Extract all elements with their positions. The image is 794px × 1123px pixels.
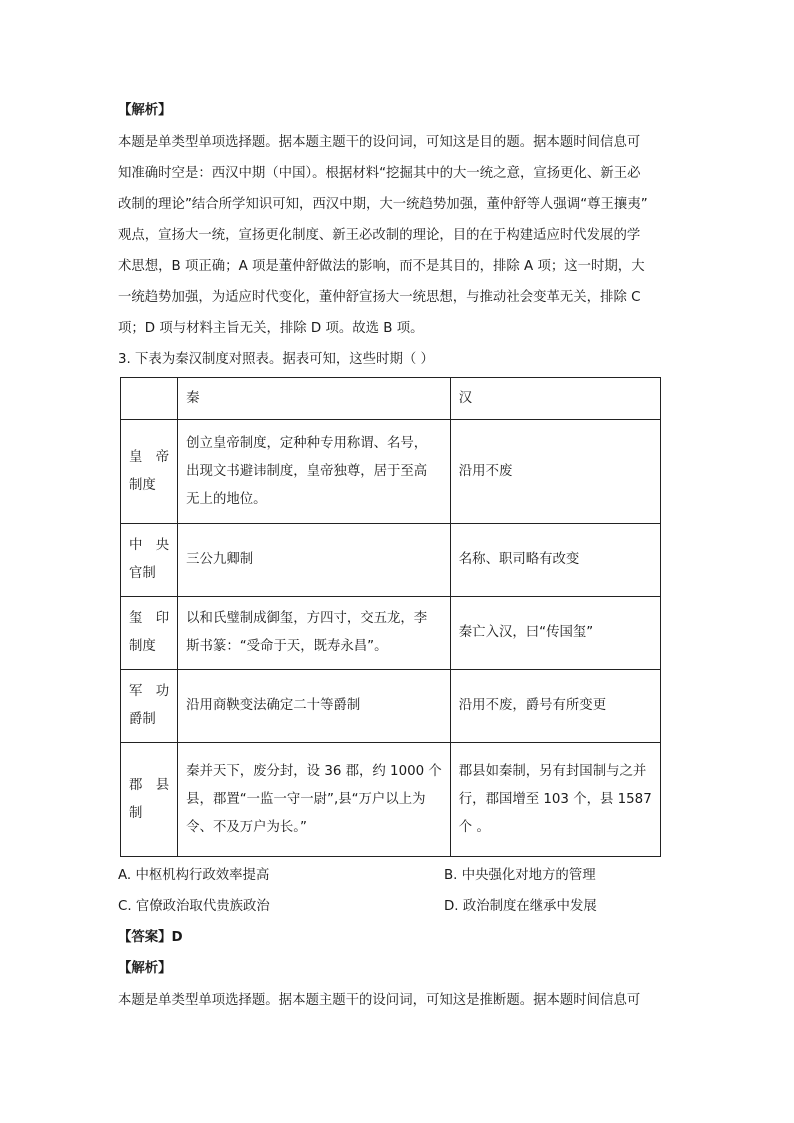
row-label-line: 中 央	[129, 538, 170, 553]
qin-line: 令、不及万户为长。”	[186, 819, 307, 835]
row-label-line: 郡 县	[129, 777, 170, 793]
row-label-line: 皇 帝	[129, 449, 170, 465]
han-cell	[450, 743, 660, 857]
comparison-table	[120, 377, 661, 857]
analysis-line: 项；D 项与材料主旨无关，排除 D 项。故选 B 项。	[118, 321, 424, 336]
han-line: 行，郡国增至 103 个，县 1587	[458, 791, 652, 807]
analysis-heading: 【解析】	[118, 961, 172, 976]
han-cell	[450, 597, 660, 670]
row-label-line: 制度	[129, 477, 156, 493]
header-cell-empty	[121, 378, 178, 420]
table-row	[121, 524, 661, 597]
table-row	[121, 597, 661, 670]
han-line: 沿用不废	[458, 463, 513, 479]
row-label	[121, 597, 178, 670]
qin-cell	[178, 524, 451, 597]
qin-line: 创立皇帝制度，定种种专用称谓、名号，	[186, 435, 428, 451]
question-stem: 3. 下表为秦汉制度对照表。据表可知，这些时期（ ）	[118, 352, 434, 367]
han-line: 沿用不废，爵号有所变更	[458, 698, 607, 713]
qin-cell	[178, 743, 451, 857]
han-cell	[450, 524, 660, 597]
analysis-line: 改制的理论”结合所学知识可知，西汉中期，大一统趋势加强，董仲舒等人强调“尊王攘夷”	[118, 197, 648, 212]
han-cell	[450, 420, 660, 524]
qin-line: 以和氏璧制成御玺，方四寸，交五龙，李	[186, 611, 428, 626]
option-c: C. 官僚政治取代贵族政治	[118, 899, 270, 914]
qin-line: 沿用商鞅变法确定二十等爵制	[186, 698, 361, 713]
row-label-line: 制	[129, 805, 143, 821]
row-label	[121, 524, 178, 597]
qin-line: 三公九卿制	[186, 552, 254, 567]
table-header-row	[121, 378, 661, 420]
table-row	[121, 743, 661, 857]
analysis-line: 本题是单类型单项选择题。据本题主题干的设问词，可知这是推断题。据本题时间信息可	[118, 993, 641, 1008]
han-cell	[450, 670, 660, 743]
han-line: 个 。	[458, 819, 490, 835]
table-row	[121, 670, 661, 743]
analysis-line: 术思想，B 项正确；A 项是董仲舒做法的影响，而不是其目的，排除 A 项；这一时期，大	[118, 259, 645, 274]
row-label-line: 爵制	[129, 712, 156, 727]
qin-cell	[178, 670, 451, 743]
option-b: B. 中央强化对地方的管理	[444, 868, 596, 883]
row-label-line: 官制	[129, 566, 156, 581]
analysis-line: 本题是单类型单项选择题。据本题主题干的设问词，可知这是目的题。据本题时间信息可	[118, 135, 641, 150]
option-d: D. 政治制度在继承中发展	[444, 899, 597, 914]
qin-line: 县，郡置“一监一守一尉”,县“万户以上为	[186, 791, 426, 807]
han-line: 秦亡入汉，曰“传国玺”	[458, 625, 594, 640]
header-cell-qin: 秦	[178, 378, 451, 420]
qin-cell	[178, 420, 451, 524]
qin-cell	[178, 597, 451, 670]
analysis-heading: 【解析】	[118, 103, 172, 118]
option-a: A. 中枢机构行政效率提高	[118, 868, 270, 883]
row-label	[121, 670, 178, 743]
analysis-line: 知准确时空是：西汉中期（中国）。根据材料“挖掘其中的大一统之意，宣扬更化、新王必	[118, 166, 641, 181]
han-line: 郡县如秦制，另有封国制与之并	[458, 763, 647, 779]
row-label-line: 玺 印	[129, 611, 170, 626]
header-cell-han: 汉	[450, 378, 660, 420]
analysis-line: 观点，宣扬大一统，宣扬更化制度、新王必改制的理论，目的在于构建适应时代发展的学	[118, 228, 641, 243]
qin-line: 无上的地位。	[186, 491, 267, 507]
table-row	[121, 420, 661, 524]
qin-line: 秦并天下，废分封，设 36 郡，约 1000 个	[186, 763, 442, 779]
han-line: 名称、职司略有改变	[458, 552, 580, 567]
row-label	[121, 743, 178, 857]
qin-line: 斯书篆：“受命于天，既寿永昌”。	[186, 639, 388, 654]
row-label-line: 军 功	[129, 684, 170, 699]
row-label	[121, 420, 178, 524]
qin-line: 出现文书避讳制度，皇帝独尊，居于至高	[186, 463, 428, 479]
answer-line: 【答案】D	[118, 930, 183, 945]
row-label-line: 制度	[129, 639, 156, 654]
analysis-line: 一统趋势加强，为适应时代变化，董仲舒宣扬大一统思想，与推动社会变革无关，排除 C	[118, 290, 641, 305]
